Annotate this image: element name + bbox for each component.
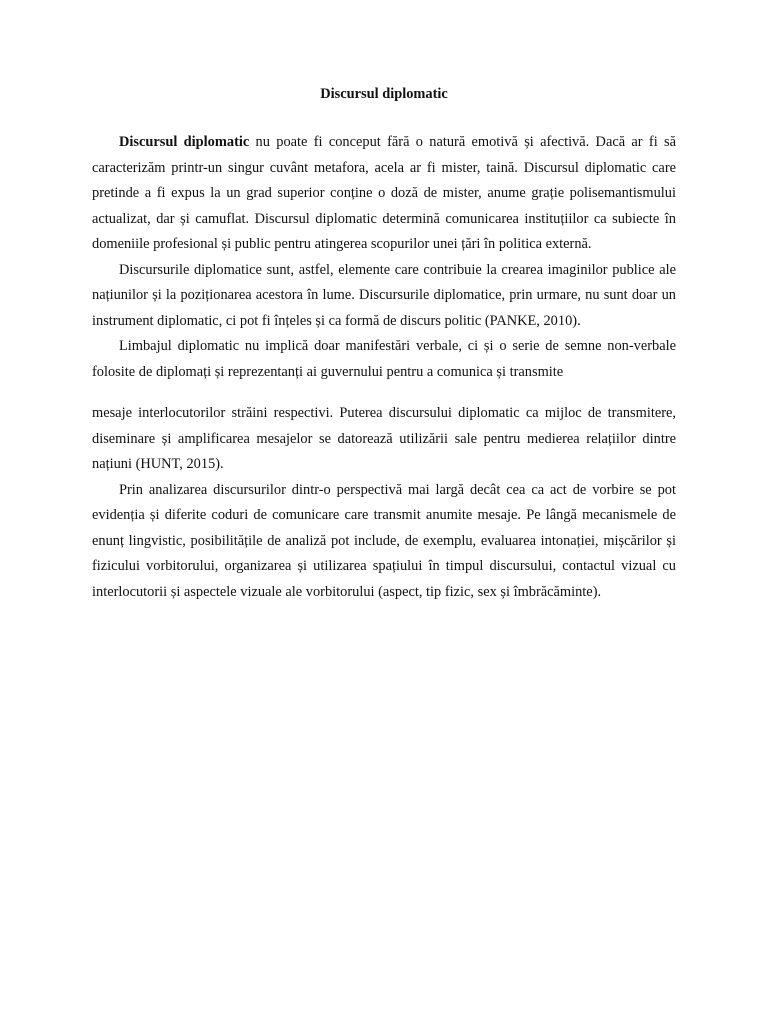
paragraph-text: Prin analizarea discursurilor dintr-o perspectivă mai largă decât cea ca act de vorbire se pot evidenția și diferite coduri de comunicare care transmit anumite mesaje. Pe lângă mecanismele de enunț lingvistic, posibilitățile de analiză pot include, de exemplu, evaluarea intonației, mișcărilor și fizicului vorbitorului, organizarea și utilizarea spațiului în timpul discursului, contactul vizual cu interlocutorii și aspectele vizuale ale vorbitorului (aspect, tip fizic, sex și îmbrăcăminte).: [92, 481, 676, 600]
document-title: Discursul diplomatic: [320, 86, 448, 102]
paragraph-text: Limbajul diplomatic nu implică doar manifestări verbale, ci și o serie de semne non-verbale folosite de diplomați și reprezentanți ai guvernului pentru a comunica și transmite: [92, 338, 676, 380]
paragraph-3-continued: [92, 401, 676, 478]
paragraph-text: mesaje interlocutorilor străini respectivi. Puterea discursului diplomatic ca mijloc de transmitere, diseminare și amplificarea mesajelor se datorează utilizării sale pentru medierea relațiilor dintre națiuni (HUNT, 2015).: [92, 405, 676, 472]
paragraph-4: [92, 478, 676, 606]
paragraph-gap: [92, 385, 676, 401]
paragraph-3: [92, 334, 676, 385]
paragraph-text: nu poate fi conceput fără o natură emotivă și afectivă. Dacă ar fi să caracterizăm printr-un singur cuvânt metafora, acela ar fi mister, taină. Discursul diplomatic care pretinde a fi expus la un grad superior conține o doză de mister, anume grație polisemantismului actualizat, dar și camuflat. Discursul diplomatic determină comunicarea instituțiilor ca subiecte în domeniile profesional și public pentru atingerea scopurilor unei țări în politica externă.: [92, 134, 676, 252]
paragraph-text: Discursurile diplomatice sunt, astfel, elemente care contribuie la crearea imaginilor publice ale națiunilor și la poziționarea acestora în lume. Discursurile diplomatice, prin urmare, nu sunt doar un instrument diplomatic, ci pot fi înțeles și ca formă de discurs politic (PANKE, 2010).: [92, 261, 676, 329]
paragraph-lead-term: Discursul diplomatic: [119, 134, 250, 150]
paragraph-2: [92, 258, 676, 335]
paragraph-1: [92, 130, 676, 258]
